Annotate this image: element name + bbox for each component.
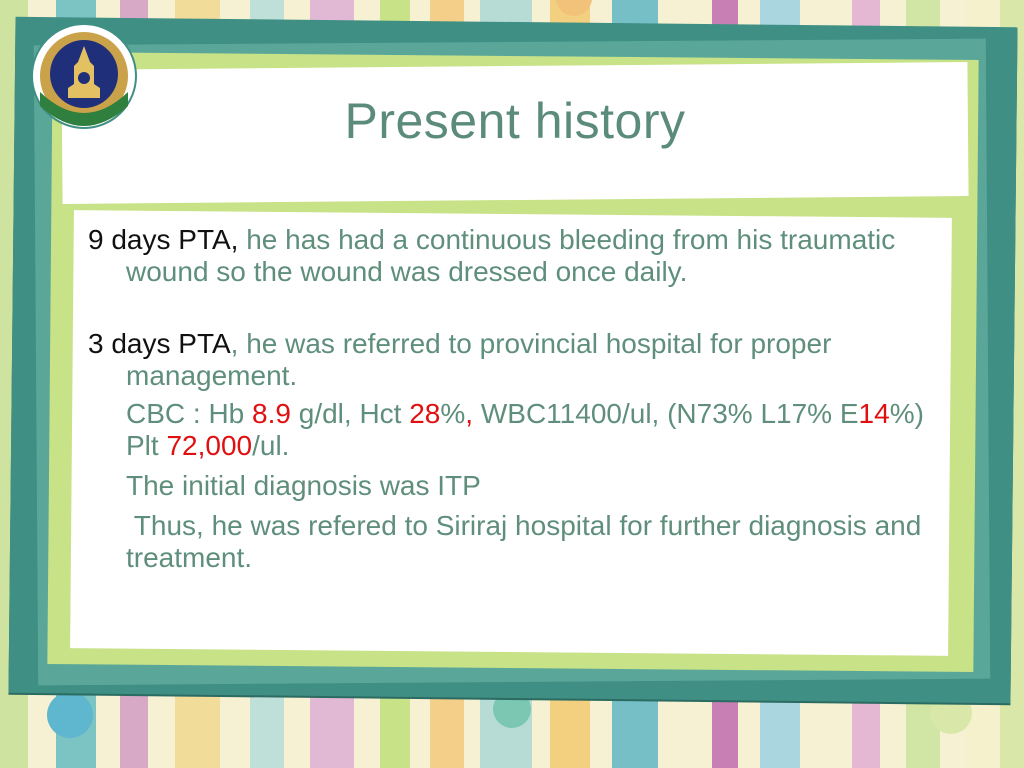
initial-diagnosis: The initial diagnosis was ITP <box>126 470 481 501</box>
hct-comma: , <box>465 398 474 429</box>
lollipop-deco <box>47 692 93 738</box>
paragraph-text: he has had a continuous bleeding from his traumatic wound so the wound was dressed once daily. <box>126 224 896 287</box>
hb-value: 8.9 <box>252 398 291 429</box>
timepoint-label: 3 days PTA <box>88 328 231 359</box>
wbc-text: WBC11400/ul, (N73% L17% E <box>473 398 859 429</box>
cbc-results <box>126 398 938 462</box>
slide-title: Present history <box>344 93 686 149</box>
history-paragraph-9-days <box>88 224 938 288</box>
plt-unit: /ul. <box>252 430 290 461</box>
history-paragraph-3-days <box>88 328 938 392</box>
hct-value: 28 <box>409 398 441 429</box>
hb-unit: g/dl, Hct <box>290 398 410 429</box>
referral-text: Thus, he was refered to Siriraj hospital for further diagnosis and treatment. <box>126 510 930 573</box>
plt-label: %) Plt <box>126 398 924 461</box>
paragraph-text: , he was referred to provincial hospital for proper management. <box>126 328 832 391</box>
plt-value: 72,000 <box>166 430 253 461</box>
slide-body <box>88 224 938 574</box>
timepoint-label: 9 days PTA, <box>88 224 239 255</box>
eos-value: 14 <box>858 398 890 429</box>
hct-unit: % <box>440 398 466 429</box>
cbc-label: CBC : Hb <box>126 398 253 429</box>
